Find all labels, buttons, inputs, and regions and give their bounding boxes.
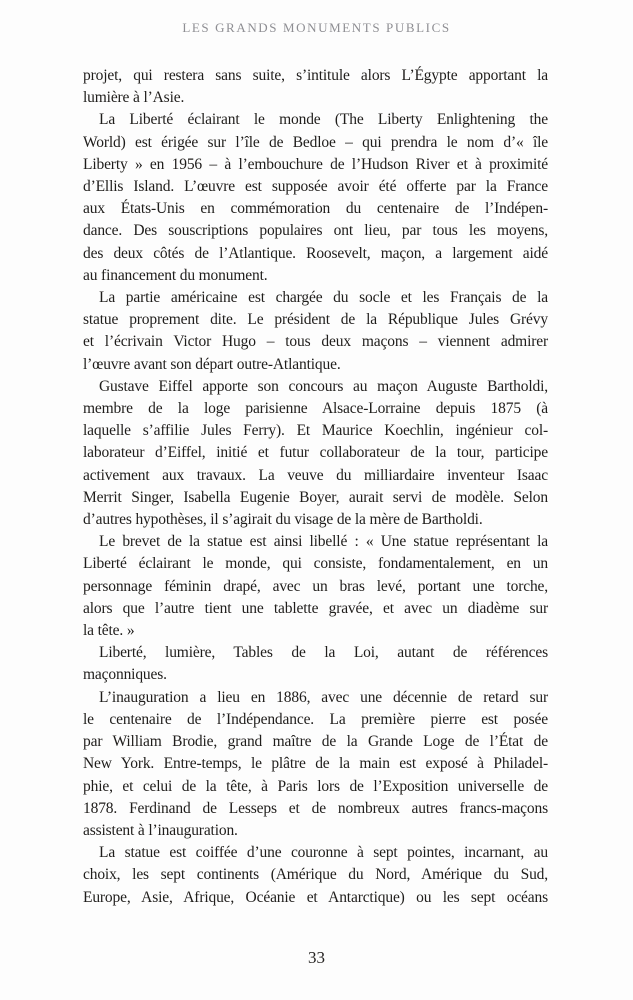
text-line: la tête. » [83, 622, 135, 640]
text-line: Gustave Eiffel apporte son concours au maçon Auguste Bartholdi, [99, 377, 548, 395]
text-line: par William Brodie, grand maître de la Grande Loge de l’État de [83, 733, 548, 751]
text-line: Liberty » en 1956 – à l’embouchure de l’Hudson River et à proximité [83, 155, 548, 173]
text-line: La statue est coiffée d’une couronne à sept pointes, incarnant, au [99, 844, 548, 862]
paragraph [83, 842, 548, 909]
text-line: l’œuvre avant son départ outre-Atlantique. [83, 355, 341, 373]
paragraph [83, 687, 548, 842]
text-line: Le brevet de la statue est ainsi libellé : « Une statue représentant la [99, 533, 548, 551]
page-number: 33 [308, 948, 325, 967]
text-line: projet, qui restera sans suite, s’intitule alors L’Égypte apportant la [83, 67, 548, 84]
text-line: personnage féminin drapé, avec un bras levé, portant une torche, [83, 577, 548, 595]
text-line: au financement du monument. [83, 266, 268, 284]
text-line: Merrit Singer, Isabella Eugenie Boyer, aurait servi de modèle. Selon [83, 488, 548, 506]
text-line: d’autres hypothèses, il s’agirait du visage de la mère de Bartholdi. [83, 511, 483, 529]
text-line: alors que l’autre tient une tablette gravée, et avec un diadème sur [83, 599, 548, 617]
text-line: dance. Des souscriptions populaires ont lieu, par tous les moyens, [83, 222, 548, 240]
text-line: L’inauguration a lieu en 1886, avec une décennie de retard sur [99, 688, 548, 706]
text-line: laborateur d’Eiffel, initié et futur collaborateur de la tour, participe [83, 444, 548, 462]
text-line: Liberté, lumière, Tables de la Loi, autant de références [99, 644, 548, 662]
text-line: maçonniques. [83, 666, 167, 684]
text-line: le centenaire de l’Indépendance. La première pierre est posée [83, 710, 548, 728]
text-line: La partie américaine est chargée du socle et les Français de la [99, 289, 548, 307]
text-line: lumière à l’Asie. [83, 89, 185, 107]
paragraph [83, 65, 548, 109]
text-line: World) est érigée sur l’île de Bedloe – qui prendra le nom d’« île [83, 133, 548, 151]
text-line: des deux côtés de l’Atlantique. Roosevelt, maçon, a largement aidé [83, 244, 548, 262]
paragraph [83, 531, 548, 642]
text-line: laquelle s’affilie Jules Ferry). Et Maurice Koechlin, ingénieur col- [83, 422, 548, 440]
body-text [83, 65, 548, 909]
running-header: LES GRANDS MONUMENTS PUBLICS [182, 20, 451, 35]
paragraph [83, 376, 548, 531]
text-line: statue proprement dite. Le président de la République Jules Grévy [83, 311, 548, 329]
paragraph [83, 642, 548, 686]
paragraph [83, 109, 548, 287]
text-line: La Liberté éclairant le monde (The Liberty Enlightening the [99, 111, 548, 129]
paragraph [83, 287, 548, 376]
text-line: activement aux travaux. La veuve du milliardaire inventeur Isaac [83, 466, 548, 484]
text-line: New York. Entre-temps, le plâtre de la main est exposé à Philadel- [83, 755, 548, 773]
text-line: 1878. Ferdinand de Lesseps et de nombreux autres francs-maçons [83, 799, 548, 817]
text-line: choix, les sept continents (Amérique du Nord, Amérique du Sud, [83, 866, 548, 884]
text-line: membre de la loge parisienne Alsace-Lorraine depuis 1875 (à [83, 400, 548, 418]
text-line: Europe, Asie, Afrique, Océanie et Antarctique) ou les sept océans [83, 888, 548, 906]
text-line: aux États-Unis en commémoration du centenaire de l’Indépen- [83, 200, 548, 218]
text-line: et l’écrivain Victor Hugo – tous deux maçons – viennent admirer [83, 333, 548, 351]
text-line: assistent à l’inauguration. [83, 821, 238, 839]
text-line: Liberté éclairant le monde, qui consiste, fondamentalement, en un [83, 555, 548, 573]
text-line: phie, et celui de la tête, à Paris lors de l’Exposition universelle de [83, 777, 548, 795]
text-line: d’Ellis Island. L’œuvre est supposée avoir été offerte par la France [83, 178, 548, 196]
